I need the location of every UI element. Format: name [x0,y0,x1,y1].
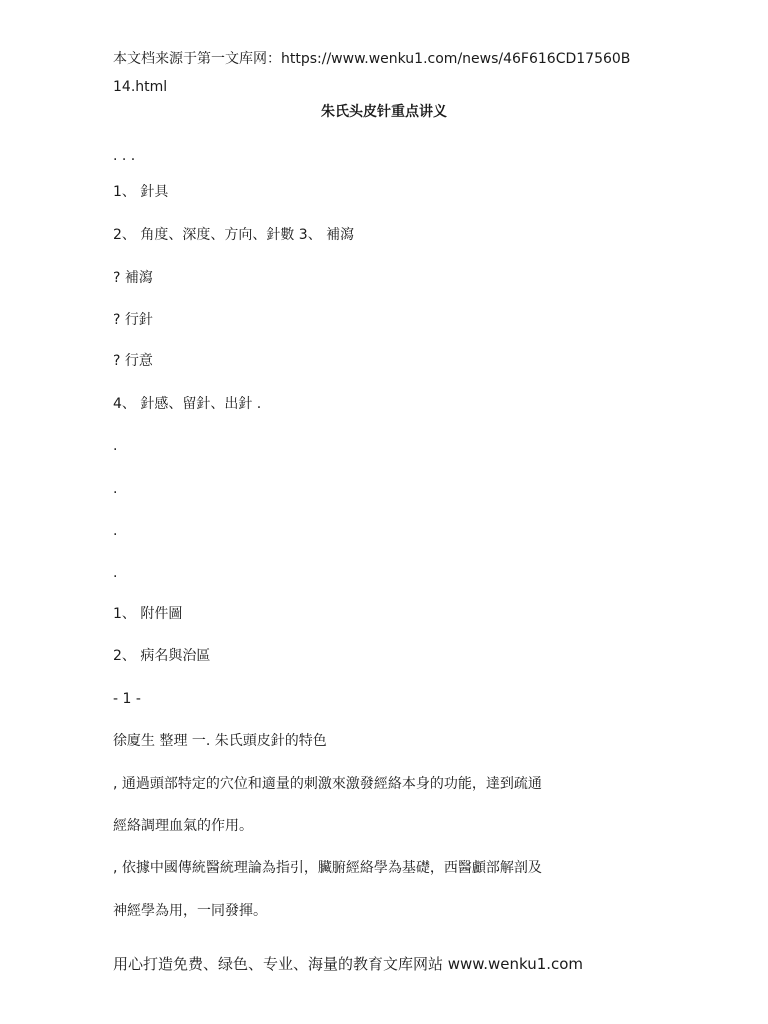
text-line-ellipsis: . . . [113,148,136,164]
text-line-paragraph-1a: , 通過頭部特定的穴位和適量的刺激來激發經絡本身的功能，達到疏通 [113,776,542,792]
text-line-dot: . [113,438,118,454]
text-line-tonify: ? 補瀉 [113,270,153,286]
text-line-paragraph-1b: 經絡調理血氣的作用。 [113,818,253,834]
text-line-dot: . [113,523,118,539]
text-line-author-section: 徐廈生 整理 一. 朱氏頭皮針的特色 [113,733,327,749]
text-line-needling: ? 行針 [113,312,153,328]
text-line-intention: ? 行意 [113,353,153,369]
text-line-needle-tools: 1、 針具 [113,184,169,200]
page-number: - 1 - [113,691,141,707]
text-line-paragraph-2b: 神經學為用，一同發揮。 [113,903,267,919]
source-url-line-2: 14.html [113,79,168,95]
text-line-dot: . [113,481,118,497]
text-line-dot: . [113,565,118,581]
source-url-line-1: 本文档来源于第一文库网：https://www.wenku1.com/news/46F616CD17560B [113,51,631,67]
text-line-appendix: 1、 附件圖 [113,606,183,622]
text-line-sensation: 4、 針感、留針、出針 . [113,396,262,412]
footer-slogan: 用心打造免费、绿色、专业、海量的教育文库网站 www.wenku1.com [113,955,584,973]
text-line-angle-depth: 2、 角度、深度、方向、針數 3、 補瀉 [113,227,355,243]
text-line-paragraph-2a: , 依據中國傳統醫統理論為指引，臟腑經絡學為基礎，西醫顱部解剖及 [113,860,542,876]
document-title: 朱氏头皮针重点讲义 [321,104,447,120]
text-line-disease-zones: 2、 病名與治區 [113,648,211,664]
